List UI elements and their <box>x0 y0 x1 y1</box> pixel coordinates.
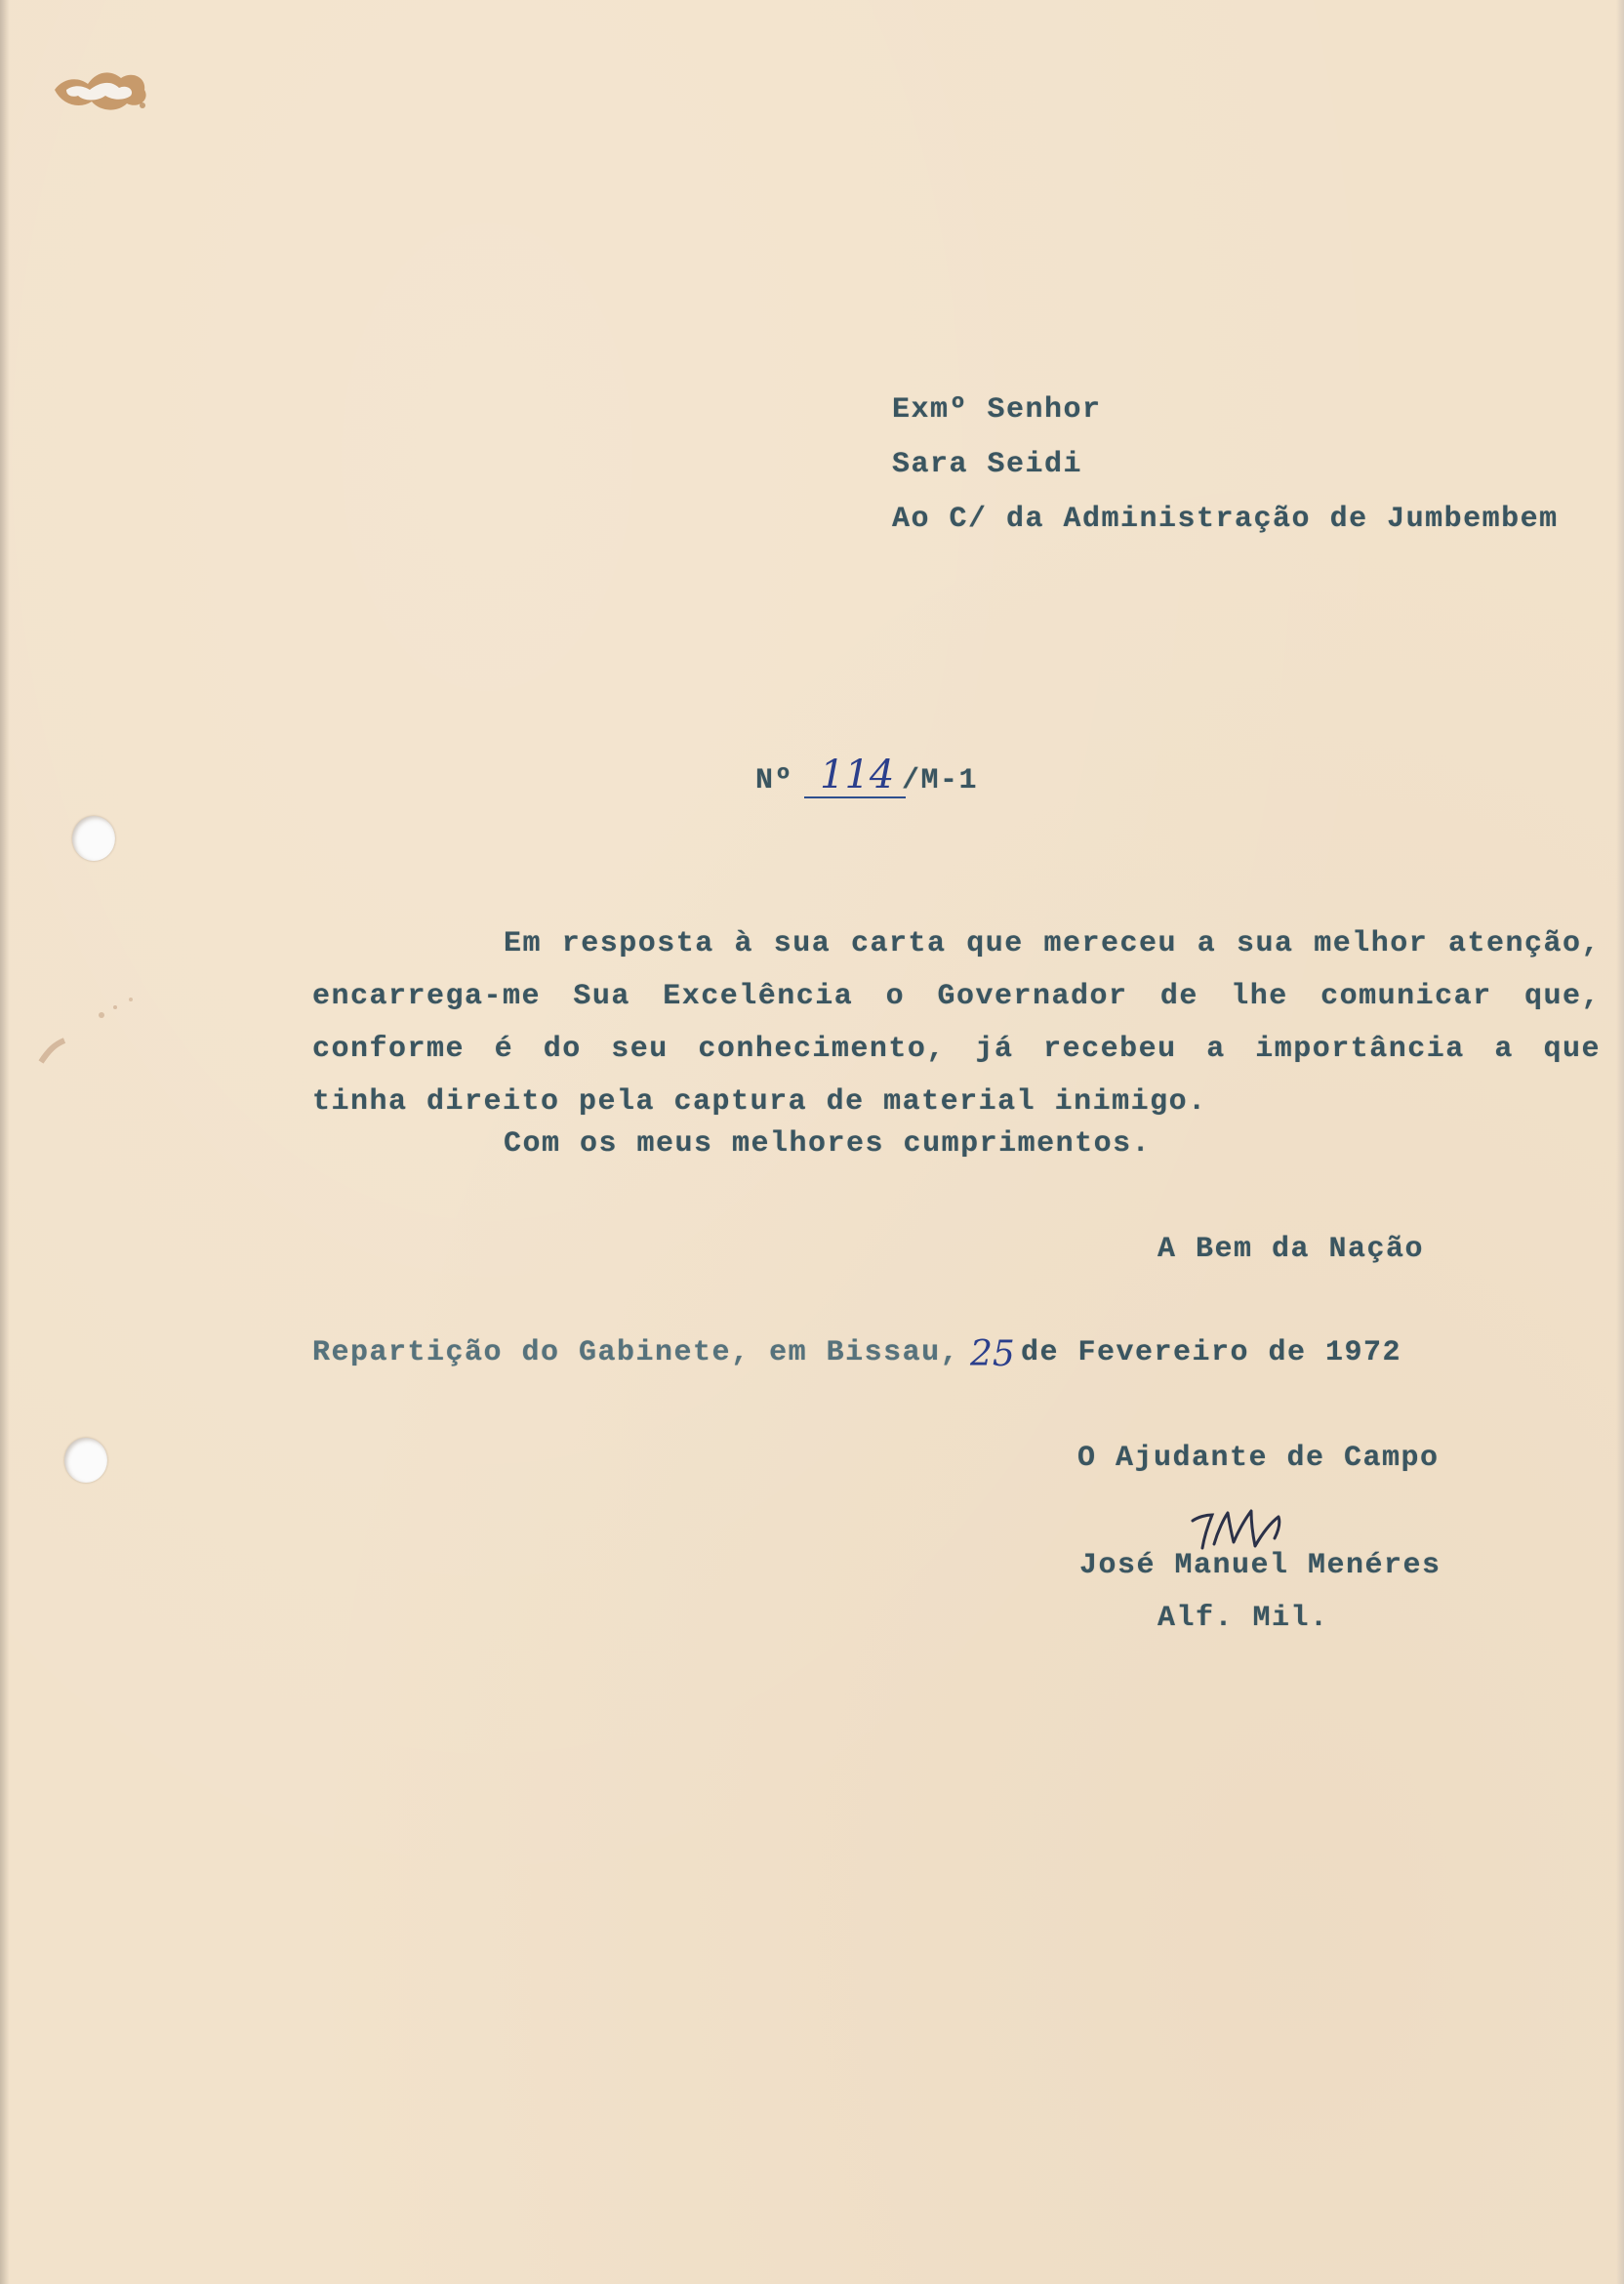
closing-courtesy: Com os meus melhores cumprimentos. <box>504 1127 1152 1161</box>
right-edge-shadow <box>1616 0 1624 2284</box>
signatory-name: José Manuel Menéres <box>1079 1549 1441 1582</box>
left-edge-shadow <box>0 0 10 2284</box>
recipient-salutation: Exmº Senhor <box>892 393 1102 427</box>
recipient-address: Ao C/ da Administração de Jumbembem <box>892 503 1559 536</box>
signatory-role: O Ajudante de Campo <box>1077 1442 1440 1475</box>
date-line-month-year: de Fevereiro de 1972 <box>1021 1336 1402 1369</box>
recipient-name: Sara Seidi <box>892 448 1083 481</box>
reference-prefix: Nº <box>755 764 794 797</box>
punch-hole-upper <box>72 816 115 861</box>
motto: A Bem da Nação <box>1157 1233 1425 1266</box>
reference-number-handwritten: 114 <box>820 753 895 797</box>
signatory-rank: Alf. Mil. <box>1157 1602 1329 1635</box>
reference-suffix: /M-1 <box>902 764 979 797</box>
date-line-place: Repartição do Gabinete, em Bissau, <box>312 1336 960 1369</box>
margin-smudge <box>33 986 150 1074</box>
punch-hole-lower <box>64 1438 107 1483</box>
date-line <box>312 1331 1581 1378</box>
date-day-handwritten: 25 <box>970 1334 1015 1374</box>
body-paragraph: Em resposta à sua carta que mereceu a sua melhor atenção, encarrega-me Sua Excelência o Governador de lhe comunicar que, conforme é do seu conhecimento, já recebeu a importância a que tinha direito pela captura de material inimigo. <box>312 927 1601 1119</box>
paper-damage-stain <box>49 61 156 119</box>
